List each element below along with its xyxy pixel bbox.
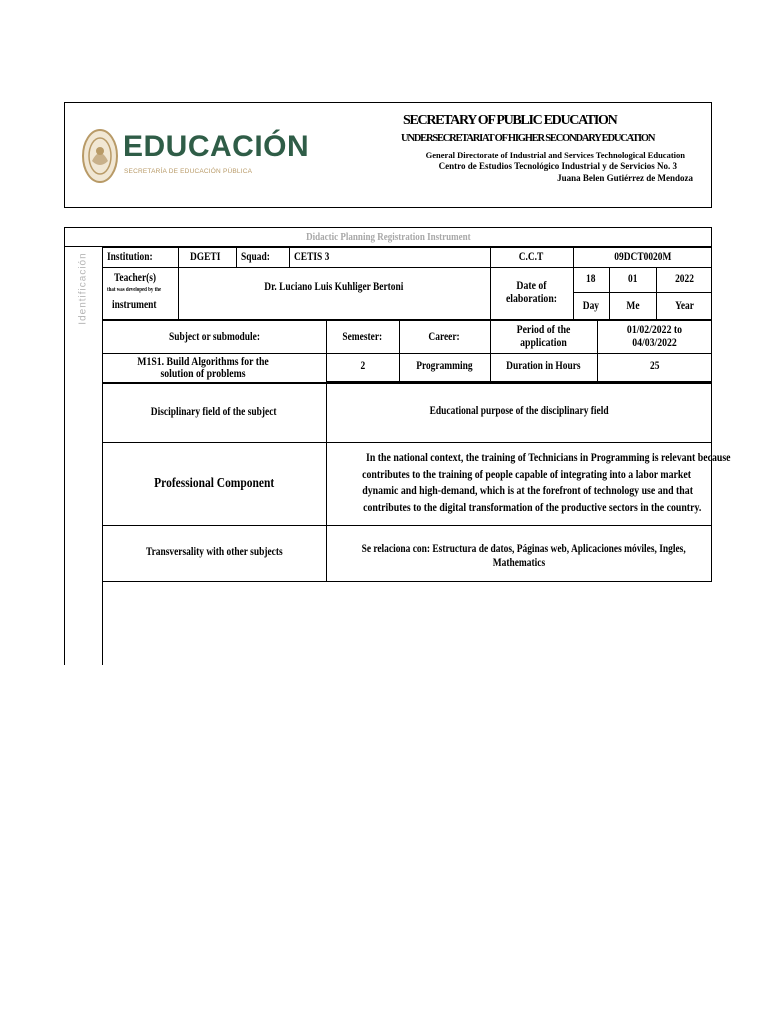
- teacher-value: Dr. Luciano Luis Kuhliger Bertoni: [264, 280, 404, 293]
- teacher-label-2: instrument: [112, 299, 157, 311]
- header-line-1: SECRETARY OF PUBLIC EDUCATION: [403, 113, 617, 128]
- side-label-identificacion: Identificación: [77, 251, 89, 325]
- cct-value: 09DCT0020M: [613, 251, 672, 263]
- date-month: 01: [627, 273, 638, 285]
- outer-left-rail: [64, 247, 65, 665]
- year-label: Year: [674, 299, 694, 312]
- semester-value: 2: [360, 360, 365, 372]
- period-value: 01/02/2022 to 04/03/2022: [626, 324, 683, 349]
- squad-value: CETIS 3: [294, 251, 330, 263]
- career-value: Programming: [416, 360, 473, 372]
- header-box: [64, 102, 712, 208]
- period-label: Period of the application: [516, 324, 571, 349]
- form-title-bar: [64, 227, 712, 247]
- duration-label: Duration in Hours: [506, 360, 581, 372]
- month-label: Me: [625, 299, 640, 312]
- duration-value: 25: [649, 360, 660, 372]
- date-year: 2022: [674, 273, 694, 285]
- institution-value: DGETI: [190, 251, 221, 263]
- sep-logo: [81, 125, 310, 187]
- squad-label: Squad:: [241, 251, 270, 263]
- institution-label: Institution:: [107, 251, 153, 263]
- subject-label: Subject or submodule:: [168, 330, 260, 343]
- teacher-label-block: [104, 269, 178, 319]
- component-label: Professional Component: [153, 475, 274, 491]
- purpose-text: In the national context, the training of Technicians in Programming is relevant because contributes to the training of people capable of integrating into a labor market dynamic and high-demand, which is at the forefront of technology use and that contributes to the digital transformation of the productive sectors in the country.: [362, 450, 731, 514]
- date-label: Date of elaboration:: [505, 280, 558, 305]
- transversality-value: Se relaciona con: Estructura de datos, Páginas web, Aplicaciones móviles, Ingles, Mathematics: [361, 543, 686, 569]
- day-label: Day: [582, 299, 600, 312]
- teacher-sublabel: that was developed by the: [107, 287, 162, 293]
- logo-subtitle: SECRETARÍA DE EDUCACIÓN PÚBLICA: [124, 168, 253, 175]
- cct-label: C.C.T: [519, 251, 544, 263]
- teacher-label: Teacher(s): [114, 272, 157, 284]
- logo-word: EDUCACIÓN: [123, 130, 310, 163]
- header-line-2: UNDERSECRETARIAT OF HIGHER SECONDARY EDUCATION: [401, 133, 655, 144]
- disciplinary-label: Disciplinary field of the subject: [151, 405, 277, 418]
- national-seal-icon: [81, 127, 119, 185]
- semester-label: Semester:: [342, 330, 383, 343]
- career-label: Career:: [428, 330, 461, 343]
- transversality-label: Transversality with other subjects: [145, 546, 283, 558]
- header-line-4: Centro de Estudios Tecnológico Industrial y de Servicios No. 3: [438, 161, 677, 171]
- header-line-5: Juana Belen Gutiérrez de Mendoza: [557, 173, 693, 183]
- header-line-3: General Directorate of Industrial and Services Technological Education: [425, 150, 685, 160]
- form-title: Didactic Planning Registration Instrument: [305, 230, 471, 243]
- date-day: 18: [586, 273, 596, 285]
- subject-value: M1S1. Build Algorithms for the solution of problems: [137, 356, 269, 380]
- purpose-label: Educational purpose of the disciplinary field: [429, 404, 609, 417]
